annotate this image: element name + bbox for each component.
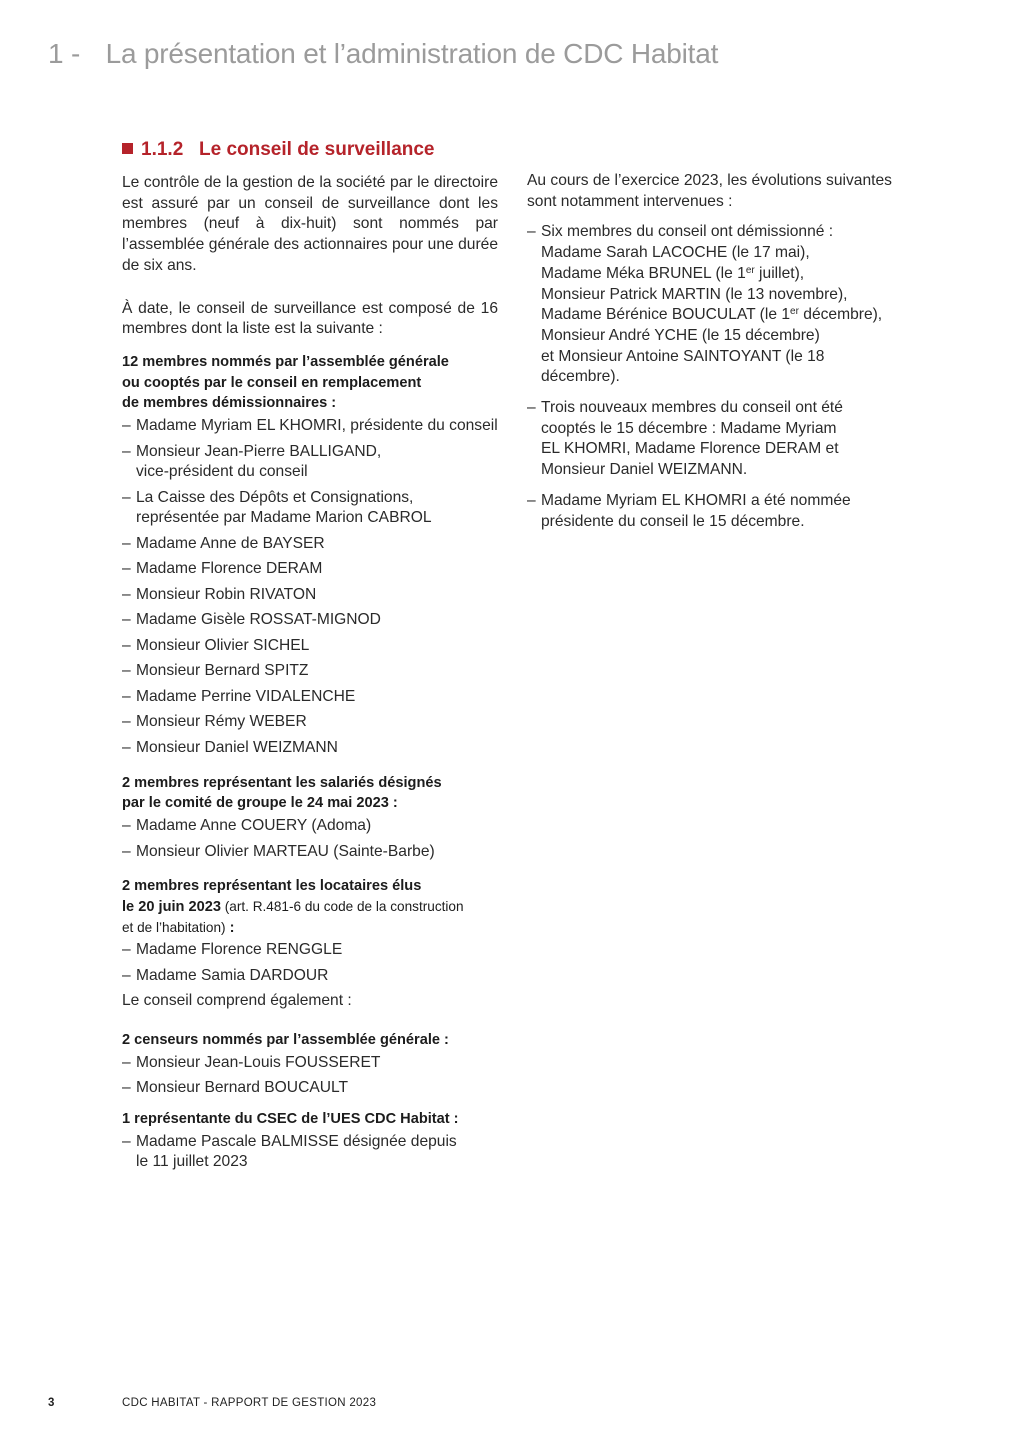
- section-title-text: Le conseil de surveillance: [199, 139, 435, 160]
- group-heading-censors: 2 censeurs nommés par l’assemblée générale :: [122, 1032, 449, 1049]
- list-item: – Madame Anne de BAYSER: [122, 534, 498, 555]
- group-heading-tenant-reps: 2 membres représentant les locataires élus le 20 juin 2023 (art. R.481-6 du code de la construction et de l’habitation) :: [122, 878, 464, 936]
- list-item: – Madame Florence RENGGLE: [122, 940, 498, 961]
- intro-paragraph: [122, 173, 498, 277]
- chapter-title: La présentation et l’administration de CDC Habitat: [105, 38, 719, 69]
- list-item: – Monsieur Daniel WEIZMANN: [122, 738, 498, 759]
- page-number: 3: [48, 1397, 55, 1409]
- section-number: 1.1.2: [141, 139, 184, 160]
- list-item: – Monsieur Olivier SICHEL: [122, 636, 498, 657]
- page-header: [48, 38, 718, 70]
- text-line: de six ans.: [122, 256, 197, 274]
- list-item-cooptations: – Trois nouveaux membres du conseil ont été cooptés le 15 décembre : Madame Myriam EL KHOMRI, Madame Florence DERAM et Monsieur Daniel WEIZMANN.: [527, 398, 907, 481]
- right-column: [527, 171, 907, 542]
- list-item: – Madame Florence DERAM: [122, 559, 498, 580]
- employee-reps-list: [122, 816, 498, 862]
- list-item: – Madame Anne COUERY (Adoma): [122, 816, 498, 837]
- text-line: est assuré par un conseil de surveillance dont les: [122, 194, 498, 212]
- list-item: – Monsieur Robin RIVATON: [122, 585, 498, 606]
- list-item-president: – Madame Myriam EL KHOMRI a été nommée présidente du conseil le 15 décembre.: [527, 491, 907, 532]
- chapter-number: 1 -: [48, 38, 81, 69]
- list-item: – Monsieur Bernard BOUCAULT: [122, 1078, 498, 1099]
- footer-title: CDC HABITAT - RAPPORT DE GESTION 2023: [122, 1397, 377, 1409]
- section-title: [122, 139, 435, 161]
- left-column: [122, 173, 498, 1178]
- assembly-members-list: [122, 416, 498, 759]
- text-line: À date, le conseil de surveillance est composé de: [122, 299, 475, 317]
- list-item: – Monsieur Rémy WEBER: [122, 712, 498, 733]
- text-line: l’assemblée générale des actionnaires pour une durée: [122, 236, 498, 254]
- changes-list: [527, 222, 907, 532]
- text-line: 16 membres dont la liste est la suivante :: [122, 299, 498, 338]
- list-item: – Monsieur Olivier MARTEAU (Sainte-Barbe): [122, 842, 498, 863]
- list-item: – Madame Myriam EL KHOMRI, présidente du conseil: [122, 416, 498, 437]
- composition-paragraph: [122, 299, 498, 340]
- csec-rep-list: [122, 1132, 498, 1173]
- list-item: – Monsieur Bernard SPITZ: [122, 661, 498, 682]
- list-item: – Madame Gisèle ROSSAT-MIGNOD: [122, 610, 498, 631]
- also-includes-text: Le conseil comprend également :: [122, 992, 352, 1010]
- list-item: – Madame Perrine VIDALENCHE: [122, 687, 498, 708]
- list-item: – La Caisse des Dépôts et Consignations, représentée par Madame Marion CABROL: [122, 488, 498, 529]
- tenant-reps-list: [122, 940, 498, 986]
- group-heading-assembly-members: 12 membres nommés par l’assemblée générale ou cooptés par le conseil en remplacement de membres démissionnaires :: [122, 353, 449, 412]
- list-item: – Monsieur Jean-Louis FOUSSERET: [122, 1053, 498, 1074]
- list-item: – Monsieur Jean-Pierre BALLIGAND, vice-président du conseil: [122, 442, 498, 483]
- text-line: membres (neuf à dix-huit) sont nommés par: [122, 215, 498, 233]
- list-item-resignations: – Six membres du conseil ont démissionné : Madame Sarah LACOCHE (le 17 mai), Madame Méka BRUNEL (le 1er juillet), Monsieur Patrick MARTIN (le 13 novembre), Madame Bérénice BOUCULAT (le 1er décembre), Monsieur André YCHE (le 15 décembre) et Monsieur Antoine SAINTOYANT (le 18 décembre).: [527, 222, 907, 388]
- text-line: Le contrôle de la gestion de la société par le directoire: [122, 174, 498, 191]
- list-item: – Madame Samia DARDOUR: [122, 966, 498, 987]
- censors-list: [122, 1053, 498, 1099]
- changes-intro: Au cours de l’exercice 2023, les évolutions suivantes sont notamment intervenues :: [527, 172, 892, 210]
- list-item: – Madame Pascale BALMISSE désignée depuis le 11 juillet 2023: [122, 1132, 498, 1173]
- red-square-icon: [122, 143, 133, 154]
- group-heading-csec-rep: 1 représentante du CSEC de l’UES CDC Habitat :: [122, 1110, 459, 1127]
- group-heading-employee-reps: 2 membres représentant les salariés désignés par le comité de groupe le 24 mai 2023 :: [122, 774, 442, 812]
